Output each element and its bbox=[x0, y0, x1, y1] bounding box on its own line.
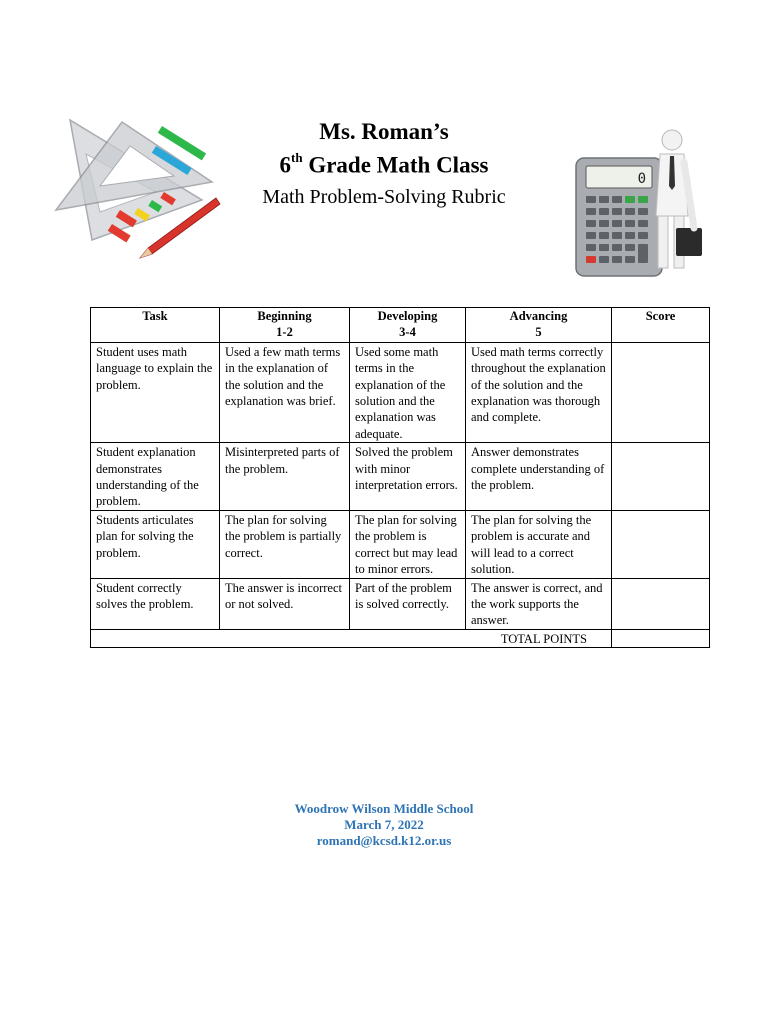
task-cell: Student correctly solves the problem. bbox=[91, 578, 220, 629]
developing-cell: Used some math terms in the explanation of the solution and the explanation was adequate. bbox=[350, 342, 466, 442]
subtitle: Math Problem-Solving Rubric bbox=[262, 185, 506, 208]
grade-number: 6 bbox=[279, 152, 291, 178]
header-advancing-range: 5 bbox=[535, 325, 542, 340]
table-row bbox=[91, 578, 710, 629]
score-cell[interactable] bbox=[612, 342, 710, 442]
table-header-row bbox=[91, 308, 710, 343]
header-developing bbox=[350, 308, 466, 343]
advancing-cell: The plan for solving the problem is accurate and will lead to a correct solution. bbox=[466, 510, 612, 578]
table-row bbox=[91, 443, 710, 511]
header-task-label: Task bbox=[142, 309, 168, 323]
task-cell: Student explanation demonstrates understanding of the problem. bbox=[91, 443, 220, 511]
header-beginning-label: Beginning bbox=[257, 309, 312, 323]
rubric-table bbox=[90, 307, 710, 648]
calculator-icon bbox=[576, 158, 662, 276]
header-developing-label: Developing bbox=[377, 309, 438, 323]
total-row bbox=[91, 629, 710, 647]
task-cell: Students articulates plan for solving the problem. bbox=[91, 510, 220, 578]
beginning-cell: The answer is incorrect or not solved. bbox=[220, 578, 350, 629]
developing-cell: Part of the problem is solved correctly. bbox=[350, 578, 466, 629]
total-points-cell[interactable] bbox=[612, 629, 710, 647]
page-title: Ms. Roman’s bbox=[319, 119, 449, 144]
score-cell[interactable] bbox=[612, 443, 710, 511]
document-date: March 7, 2022 bbox=[344, 817, 424, 832]
document-footer bbox=[0, 801, 768, 849]
class-title-text: Grade Math Class bbox=[302, 152, 489, 178]
advancing-cell: The answer is correct, and the work supports the answer. bbox=[466, 578, 612, 629]
school-name: Woodrow Wilson Middle School bbox=[294, 801, 474, 816]
grade-suffix: th bbox=[291, 150, 303, 165]
advancing-cell: Answer demonstrates complete understanding of the problem. bbox=[466, 443, 612, 511]
total-points-label: TOTAL POINTS bbox=[91, 629, 612, 647]
developing-cell: Solved the problem with minor interpretation errors. bbox=[350, 443, 466, 511]
header-task bbox=[91, 308, 220, 343]
calculator-display: 0 bbox=[637, 171, 646, 187]
header-developing-range: 3-4 bbox=[399, 325, 416, 340]
score-cell[interactable] bbox=[612, 578, 710, 629]
header-advancing bbox=[466, 308, 612, 343]
developing-cell: The plan for solving the problem is correct but may lead to minor errors. bbox=[350, 510, 466, 578]
beginning-cell: The plan for solving the problem is partially correct. bbox=[220, 510, 350, 578]
person-icon bbox=[656, 130, 702, 268]
table-row bbox=[91, 510, 710, 578]
header-score bbox=[612, 308, 710, 343]
beginning-cell: Used a few math terms in the explanation of the solution and the explanation was brief. bbox=[220, 342, 350, 442]
advancing-cell: Used math terms correctly throughout the explanation of the solution and the explanation was thorough and complete. bbox=[466, 342, 612, 442]
header-advancing-label: Advancing bbox=[509, 309, 568, 323]
table-row bbox=[91, 342, 710, 442]
beginning-cell: Misinterpreted parts of the problem. bbox=[220, 443, 350, 511]
header-beginning bbox=[220, 308, 350, 343]
contact-email[interactable]: romand@kcsd.k12.or.us bbox=[316, 833, 452, 848]
header-beginning-range: 1-2 bbox=[276, 325, 293, 340]
calculator-person-illustration bbox=[572, 128, 712, 278]
header-score-label: Score bbox=[645, 309, 676, 323]
score-cell[interactable] bbox=[612, 510, 710, 578]
task-cell: Student uses math language to explain the problem. bbox=[91, 342, 220, 442]
